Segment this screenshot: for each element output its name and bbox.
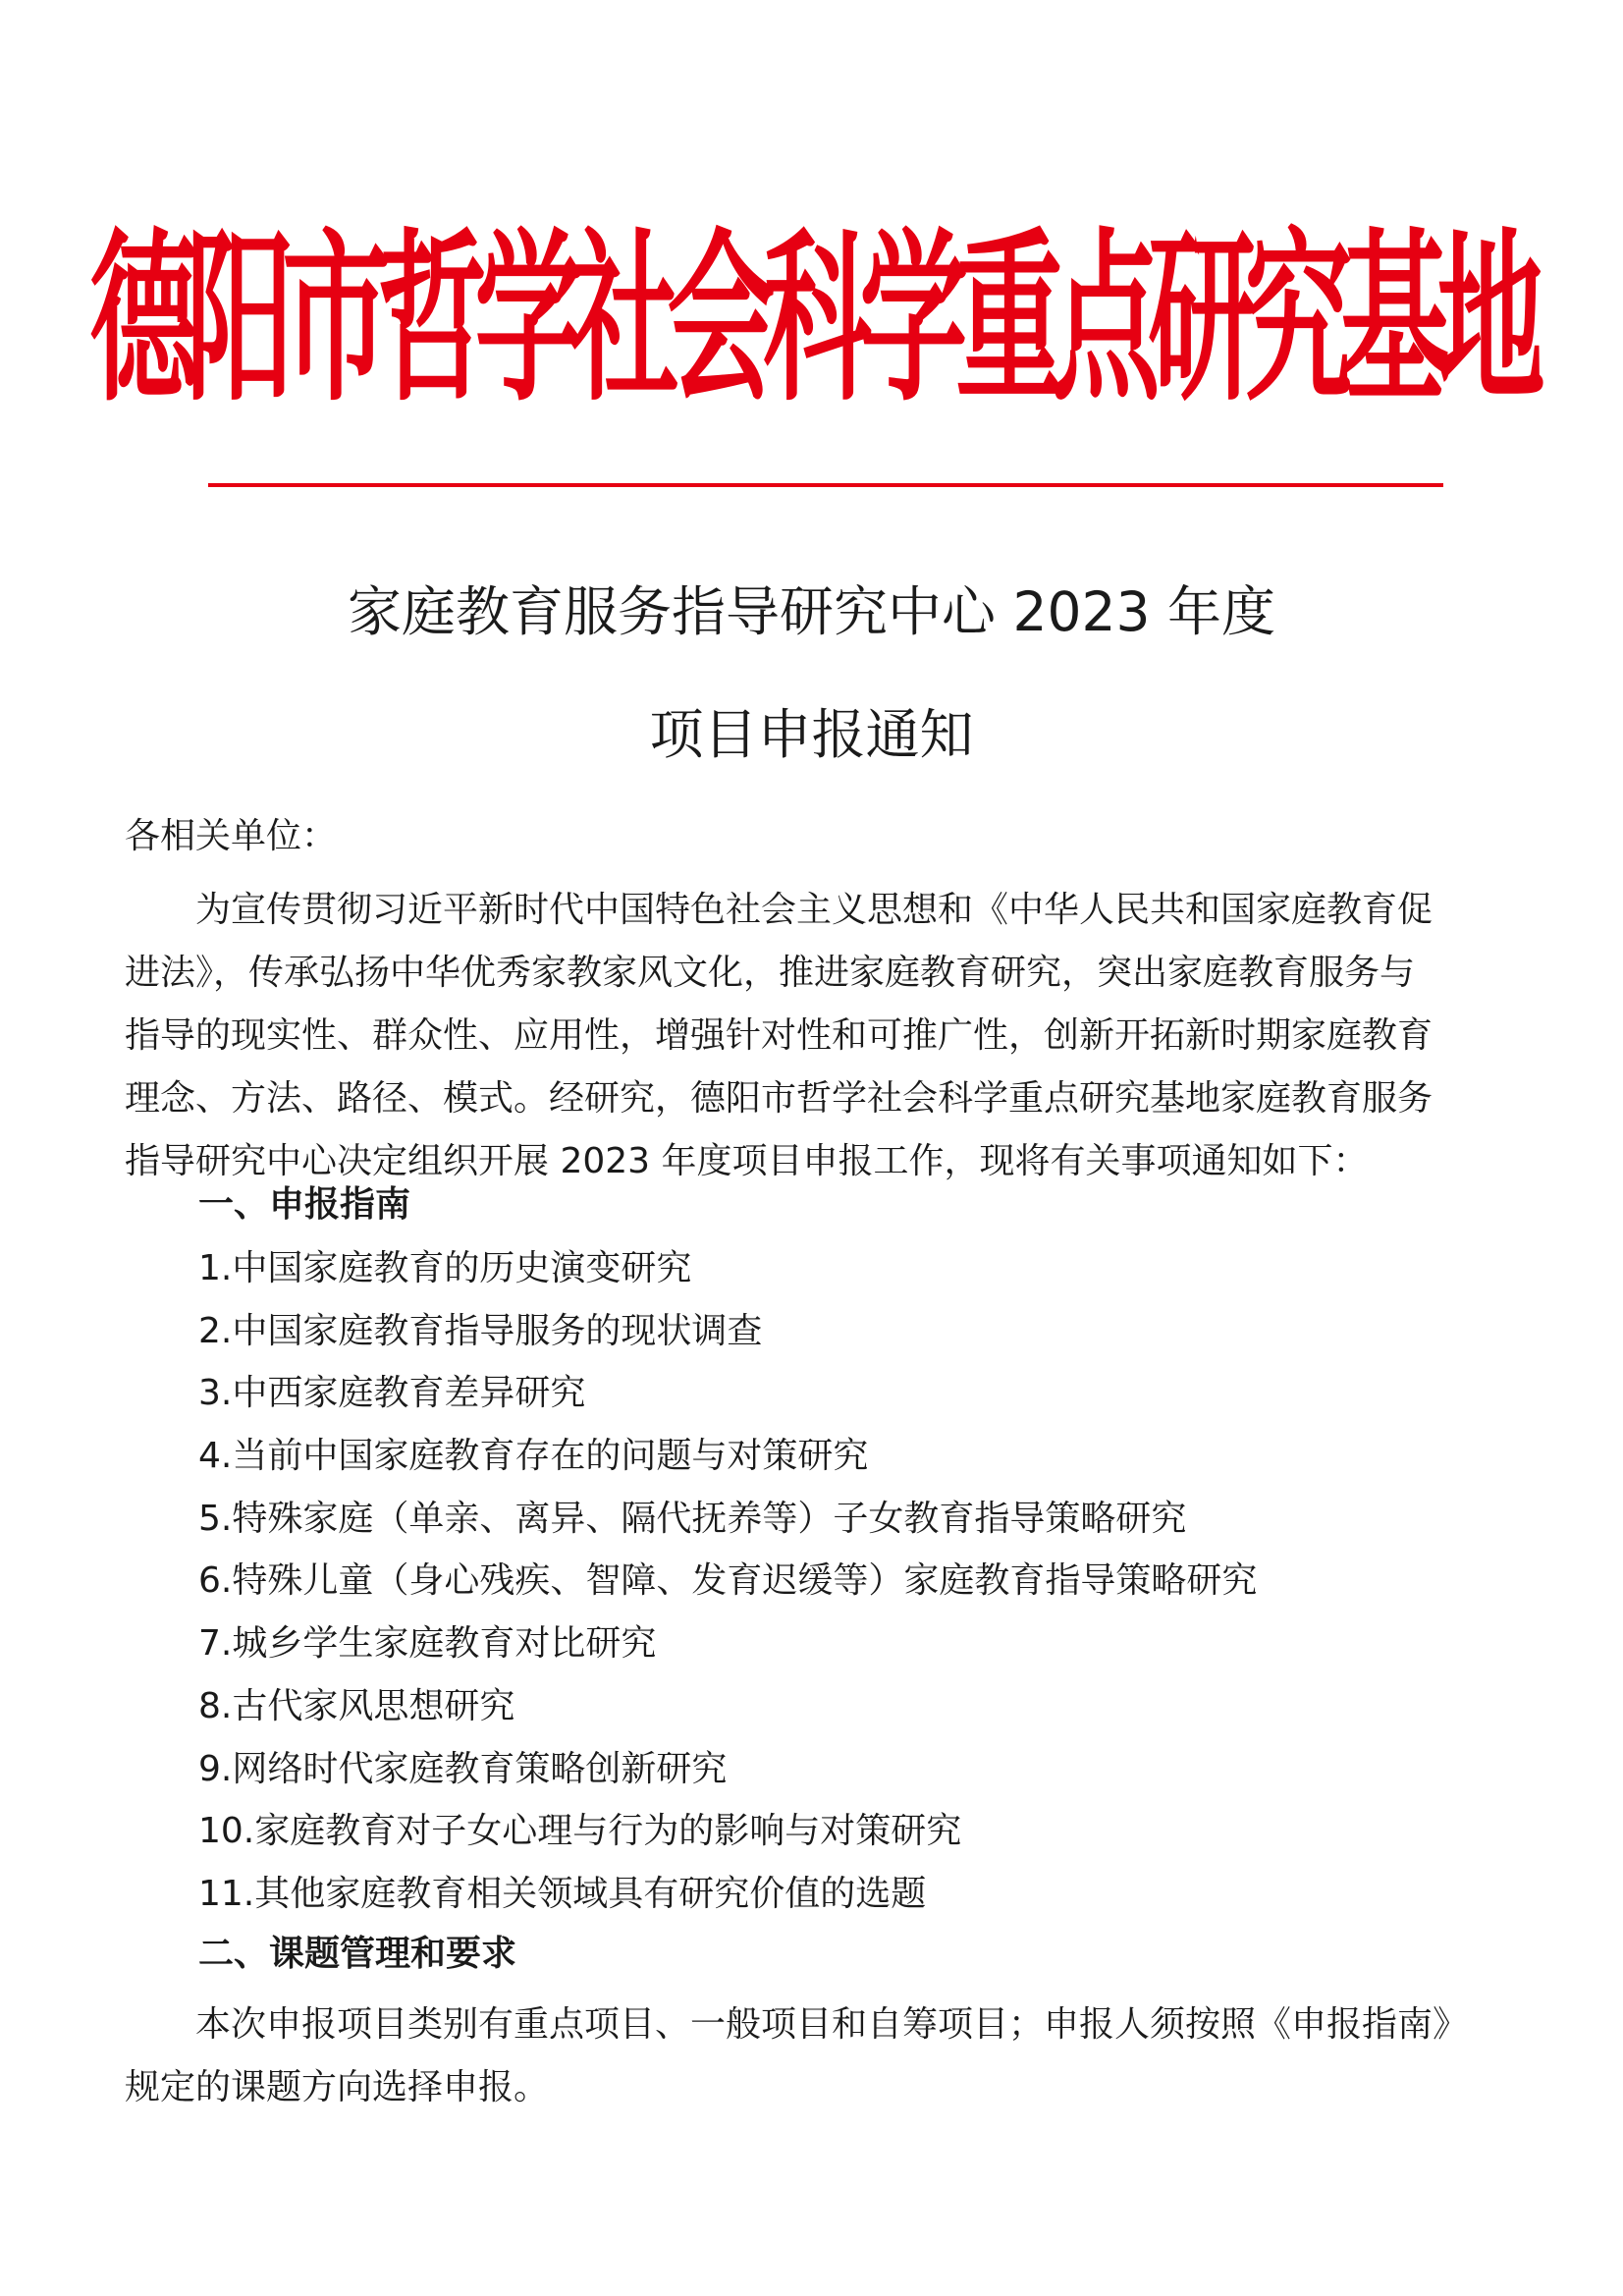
intro-line: 指导的现实性、群众性、应用性，增强针对性和可推广性，创新开拓新时期家庭教育 — [125, 1015, 1434, 1056]
guide-item: 8.古代家风思想研究 — [198, 1685, 515, 1726]
management-line: 本次申报项目类别有重点项目、一般项目和自筹项目；申报人须按照《申报指南》 — [195, 2004, 1469, 2045]
guide-item: 6.特殊儿童（身心残疾、智障、发育迟缓等）家庭教育指导策略研究 — [198, 1560, 1258, 1602]
masthead-divider — [208, 483, 1443, 487]
guide-item: 3.中西家庭教育差异研究 — [198, 1373, 586, 1414]
document-title-line-1: 家庭教育服务指导研究中心 2023 年度 — [348, 580, 1275, 643]
guide-item: 4.当前中国家庭教育存在的问题与对策研究 — [198, 1436, 869, 1477]
guide-list — [198, 1237, 1257, 1926]
intro-line: 理念、方法、路径、模式。经研究，德阳市哲学社会科学重点研究基地家庭教育服务 — [125, 1078, 1434, 1119]
guide-item: 10.家庭教育对子女心理与行为的影响与对策研究 — [198, 1811, 962, 1852]
salutation: 各相关单位： — [125, 816, 338, 856]
section-heading-management: 二、课题管理和要求 — [198, 1934, 517, 1974]
intro-paragraph — [125, 879, 1514, 1193]
guide-item: 2.中国家庭教育指导服务的现状调查 — [198, 1310, 763, 1351]
management-line: 规定的课题方向选择申报。 — [125, 2067, 550, 2107]
management-paragraph — [125, 1994, 1514, 2119]
intro-line: 指导研究中心决定组织开展 2023 年度项目申报工作，现将有关事项通知如下： — [125, 1141, 1369, 1181]
masthead-title: 德阳市哲学社会科学重点研究基地 — [89, 210, 1534, 426]
guide-item: 1.中国家庭教育的历史演变研究 — [198, 1248, 692, 1288]
guide-item: 11.其他家庭教育相关领域具有研究价值的选题 — [198, 1873, 927, 1914]
guide-item: 9.网络时代家庭教育策略创新研究 — [198, 1748, 728, 1789]
guide-item: 7.城乡学生家庭教育对比研究 — [198, 1623, 657, 1665]
masthead — [0, 172, 1623, 466]
intro-line: 进法》，传承弘扬中华优秀家教家风文化，推进家庭教育研究，突出家庭教育服务与 — [125, 953, 1416, 993]
intro-line: 为宣传贯彻习近平新时代中国特色社会主义思想和《中华人民共和国家庭教育促 — [195, 890, 1434, 930]
document-title-line-2: 项目申报通知 — [649, 703, 974, 766]
section-heading-guide: 一、申报指南 — [198, 1184, 411, 1225]
guide-item: 5.特殊家庭（单亲、离异、隔代抚养等）子女教育指导策略研究 — [198, 1498, 1187, 1539]
